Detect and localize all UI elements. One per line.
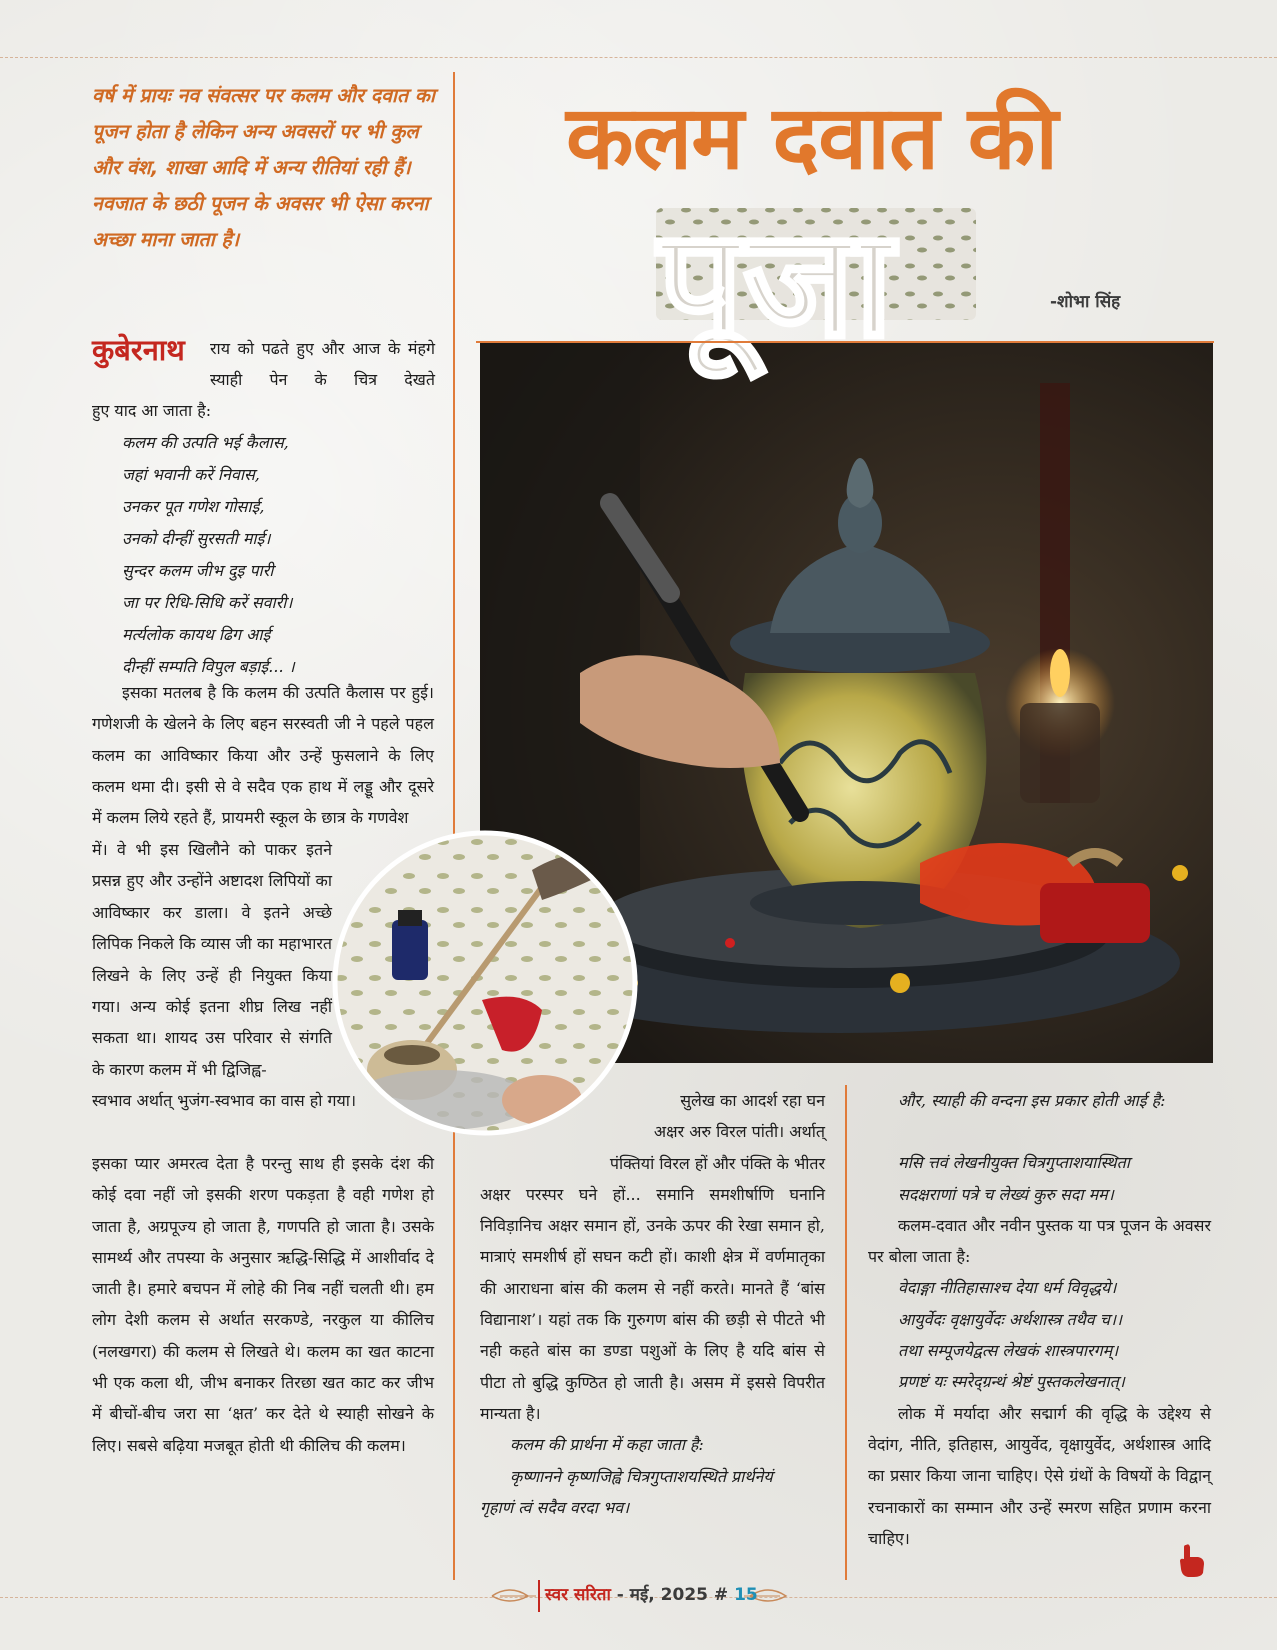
book-verse: आयुर्वेदः वृक्षायुर्वेदः अर्थशास्त्र तथैव च।। bbox=[898, 1309, 1123, 1329]
body-paragraph-1: इसका मतलब है कि कलम की उत्पति कैलास पर हुई। गणेशजी के खेलने के लिए बहन सरस्वती जी ने पहले पहल कलम का आविष्कार किया और उन्हें फुसलाने के लिए कलम थमा दी। इसी से वे सदैव एक हाथ में लड्डू और दूसरे में कलम लिये रहते हैं, प्रायमरी स्कूल के छात्र के गणवेश bbox=[92, 683, 434, 828]
lede-text: वर्ष में प्रायः नव संवत्सर पर कलम और दवात का पूजन होता है लेकिन अन्य अवसरों पर भी कुल और वंश, शाखा आदि में अन्य रीतियां रही हैं। नवजात के छठी पूजन के अवसर भी ऐसा करना अच्छा माना जाता है। bbox=[92, 84, 435, 251]
footer-divider bbox=[538, 1580, 540, 1612]
page-number: 15 bbox=[734, 1585, 758, 1605]
poem-line: जा पर रिधि-सिधि करें सवारी। bbox=[122, 593, 293, 612]
prayer-verse: गृहाणं त्वं सदैव वरदा भव। bbox=[480, 1497, 630, 1517]
title-rule bbox=[476, 341, 1214, 343]
intro-text: राय को पढते हुए और आज के मंहगे स्याही पेन के चित्र देखते bbox=[210, 339, 435, 389]
col3-paragraph: लोक में मर्यादा और सद्मार्ग की वृद्धि के उद्देश्य से वेदांग, नीति, इतिहास, आयुर्वेद, वृक्षायुर्वेद, अर्थशास्त्र आदि का प्रसार किया जाना चाहिए। ऐसे ग्रंथों के विषयों के विद्वान् रचनाकारों का सम्मान और उन्हें स्मरण सहित प्रणाम करना चाहिए। bbox=[868, 1403, 1211, 1548]
magazine-name: स्वर सरिता bbox=[545, 1585, 611, 1605]
spacer bbox=[868, 1116, 1211, 1147]
col2-line: अक्षर अरु विरल पांती। अर्थात् bbox=[653, 1122, 825, 1142]
top-border bbox=[0, 57, 1277, 58]
issue-date: - मई, 2025 # bbox=[610, 1585, 735, 1605]
prayer-verse: कृष्णानने कृष्णजिह्वे चित्रगुप्ताशयस्थिते प्रार्थनेयं bbox=[510, 1466, 773, 1486]
col2-line: पंक्तियां विरल हों और पंक्ति के भीतर bbox=[609, 1153, 825, 1173]
intro-text-cont: हुए याद आ जाता है: bbox=[92, 401, 212, 420]
col2-line: सुलेख का आदर्श रहा घन bbox=[680, 1091, 825, 1110]
poem-line: दीन्हीं सम्पति विपुल बड़ाई... । bbox=[122, 657, 295, 676]
book-verse: तथा सम्पूजयेद्वत्स लेखकं शास्त्रपारगम्। bbox=[898, 1341, 1119, 1361]
book-verse: वेदाङ्गा नीतिहासाश्च देया धर्म विवृद्धये। bbox=[898, 1278, 1117, 1298]
poem-line: मर्त्यलोक कायथ ढिग आई bbox=[122, 625, 271, 644]
poem-line: कलम की उत्पति भई कैलास, bbox=[122, 433, 289, 452]
poem bbox=[122, 427, 295, 683]
poem-line: सुन्दर कलम जीभ दुइ पारी bbox=[122, 561, 274, 580]
body-paragraph-1-wrap: में। वे भी इस खिलौने को पाकर इतने प्रसन्न हुए और उन्होंने अष्टादश लिपियों का आविष्कार कर डाला। वे इतने अच्छे लिपिक निकले कि व्यास जी का महाभारत लिखने के लिए उन्हें ही नियुक्त किया गया। अन्य कोई इतना शीघ्र लिख नहीं सकता था। शायद उस परिवार से संगति के कारण कलम में भी द्विजिह्व- bbox=[92, 840, 332, 1079]
ink-verse: सदक्षराणां पत्रे च लेख्यं कुरु सदा मम। bbox=[898, 1184, 1114, 1204]
poem-line: उनकर पूत गणेश गोसाई, bbox=[122, 497, 265, 516]
column-divider-left bbox=[453, 72, 455, 1580]
body-paragraph-1-end: स्वभाव अर्थात् भुजंग-स्वभाव का वास हो गया। bbox=[92, 1091, 357, 1110]
title-word-pooja bbox=[650, 200, 1030, 390]
poem-line: उनको दीन्हीं सुरसती माई। bbox=[122, 529, 271, 548]
pooja-text: पूजा bbox=[658, 200, 894, 371]
article-title: कलम दवात की bbox=[566, 86, 1058, 189]
body-paragraph-2: इसका प्यार अमरत्व देता है परन्तु साथ ही इसके दंश की कोई दवा नहीं जो इसकी शरण पकड़ता है वही गणेश हो जाता है, अग्रपूज्य हो जाता है, गणपति हो जाता है। उसके सामर्थ्य और तपस्या के अनुसार ऋद्धि-सिद्धि में आशीर्वाद दे जाती है। हमारे बचपन में लोहे की निब नहीं चलती थी। हम लोग देशी कलम से अर्थात सरकण्डे, नरकुल या कीलिच (नलखगरा) की कलम से लिखते थे। कलम का खत काटना भी एक कला थी, जीभ बनाकर तिरछा खत काट कर जीभ में बीचों-बीच जरा सा ‘क्षत’ कर देते थे स्याही सोखने के लिए। सबसे बढ़िया मजबूत होती थी कीलिच की कलम। bbox=[92, 1154, 434, 1455]
book-verse: प्रणष्टं यः स्मरेद्ग्रन्थं श्रेष्टं पुस्तकलेखनात्। bbox=[898, 1372, 1125, 1392]
column-divider-right bbox=[845, 1085, 847, 1580]
col2-paragraph: अक्षर परस्पर घने हों... समानि समशीर्षाणि घनानि निविड़ानिच अक्षर समान हों, उनके ऊपर की रेखा समान हो, मात्राएं समशीर्ष हों सघन कटी हों। काशी क्षेत्र में वर्णमातृका की आराधना बांस की कलम से नहीं करते। मानते हैं ‘बांस विद्यानाश’। यहां तक कि गुरुगण बांस की छड़ी से पीटते भी नही कहते बांस का डण्डा पशुओं के लिए है यदि बांस से पीटा तो बुद्धि कुण्ठित हो जाती है। असम में इससे विपरीत मान्यता है। bbox=[480, 1184, 825, 1423]
ink-intro: और, स्याही की वन्दना इस प्रकार होती आई है: bbox=[898, 1091, 1166, 1110]
col3-paragraph: कलम-दवात और नवीन पुस्तक या पत्र पूजन के अवसर पर बोला जाता है: bbox=[868, 1215, 1211, 1267]
column-right bbox=[868, 1085, 1211, 1554]
hand-pointer-icon bbox=[1178, 1543, 1208, 1577]
footer bbox=[545, 1582, 758, 1605]
poem-line: जहां भवानी करें निवास, bbox=[122, 465, 260, 484]
drop-word: कुबेरनाथ bbox=[92, 333, 185, 367]
column-middle bbox=[480, 1085, 825, 1523]
ink-verse: मसि त्तवं लेखनीयुक्त चित्रगुप्ताशयास्थिता bbox=[898, 1153, 1130, 1173]
prayer-intro: कलम की प्रार्थना में कहा जाता है: bbox=[510, 1435, 704, 1455]
author-byline: -शोभा सिंह bbox=[1050, 292, 1121, 312]
